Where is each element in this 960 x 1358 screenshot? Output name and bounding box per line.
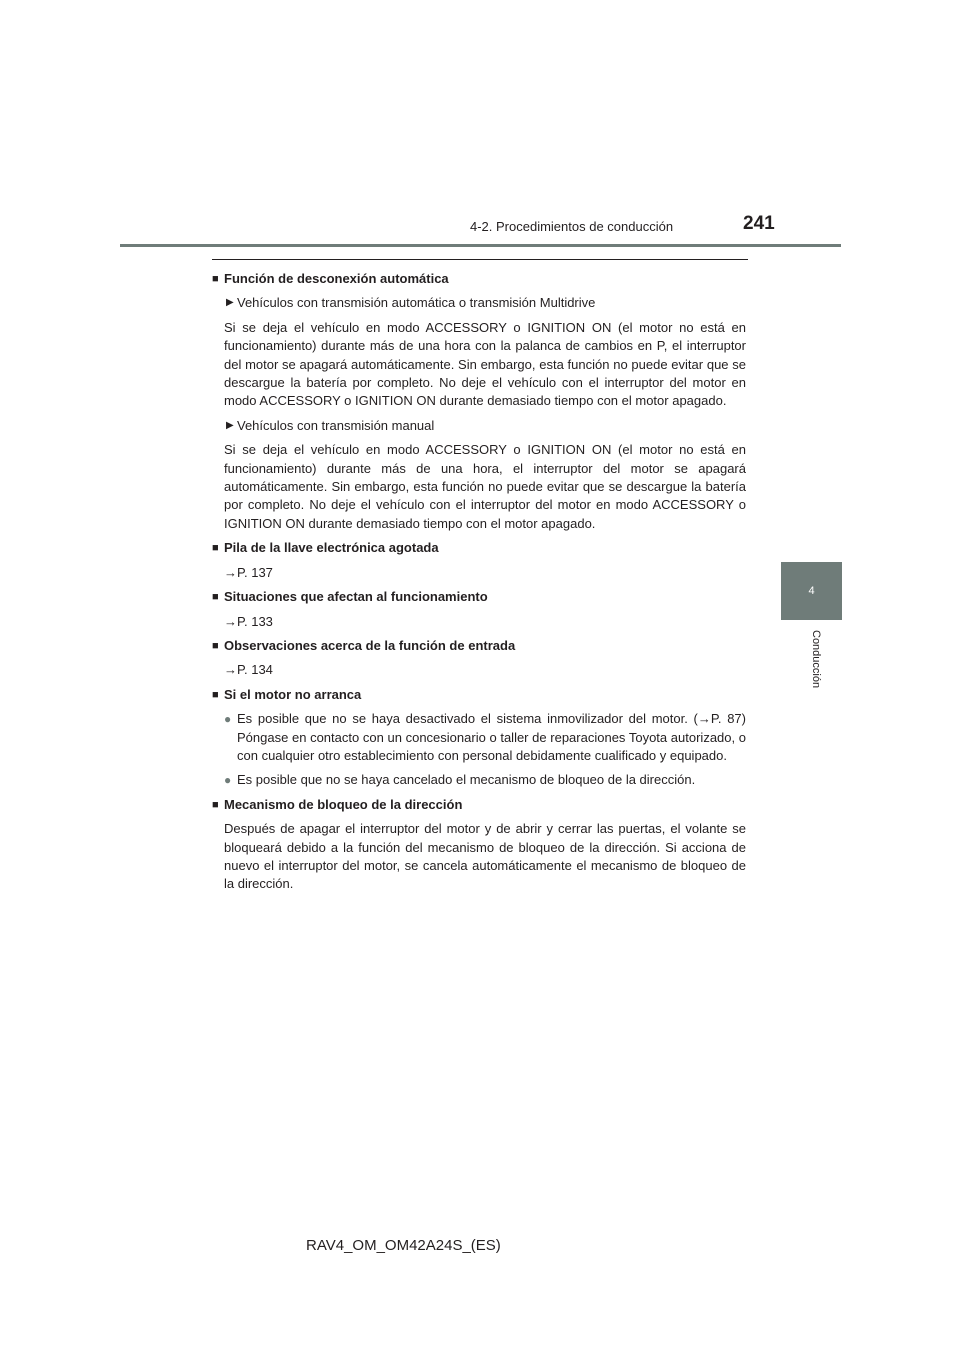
square-bullet-icon: ■	[212, 273, 219, 285]
square-bullet-icon: ■	[212, 542, 219, 555]
section-key-battery	[212, 539, 746, 582]
sub-heading	[212, 294, 746, 312]
section-steering-lock	[212, 796, 746, 894]
sub-heading	[212, 417, 746, 435]
section-entry-notes	[212, 637, 746, 680]
paragraph: Si se deja el vehículo en modo ACCESSORY o IGNITION ON (el motor no está en funcionamiento) durante más de una hora, el interruptor del motor se apagará automáticamente. Sin embargo, esta función no puede evitar que se descargue la batería por completo. No deje el vehículo con el interruptor del motor en modo ACCESSORY o IGNITION ON durante demasiado tiempo con el motor apagado.	[224, 442, 746, 531]
document-code: RAV4_OM_OM42A24S_(ES)	[306, 1237, 501, 1254]
section-title	[212, 637, 746, 655]
section-title	[212, 539, 746, 557]
section-title-text: Mecanismo de bloqueo de la dirección	[224, 796, 463, 812]
page-content	[212, 270, 746, 900]
page-reference-link[interactable]: →P. 133	[224, 613, 273, 629]
sub-heading-text: Vehículos con transmisión automática o transmisión Multidrive	[237, 295, 596, 311]
header-section-title: 4-2. Procedimientos de conducción	[470, 219, 674, 234]
square-bullet-icon: ■	[212, 639, 219, 652]
triangle-arrow-icon: ▶	[226, 297, 234, 309]
chapter-number: 4	[808, 585, 815, 597]
square-bullet-icon: ■	[212, 688, 219, 701]
section-title-text: Pila de la llave electrónica agotada	[224, 540, 439, 556]
content-divider	[212, 259, 748, 260]
list-item-text: Es posible que no se haya cancelado el mecanismo de bloqueo de la dirección.	[237, 772, 696, 788]
chapter-tab	[781, 562, 842, 620]
page-number: 241	[743, 213, 775, 234]
circle-bullet-icon: ●	[224, 773, 232, 788]
circle-bullet-icon: ●	[224, 712, 232, 727]
list-item-text: Es posible que no se haya desactivado el sistema inmovilizador del motor. (→P. 87) Póngase en contacto con un concesionario o taller de reparaciones Toyota autorizado, o con cualquier otro establecimiento con personal debidamente cualificado y equipado.	[237, 711, 746, 763]
section-conditions	[212, 588, 746, 631]
section-title	[212, 686, 746, 704]
header-divider	[120, 244, 841, 247]
list-item	[212, 710, 746, 765]
section-title	[212, 270, 746, 288]
section-title-text: Observaciones acerca de la función de entrada	[224, 637, 516, 653]
section-title-text: Situaciones que afectan al funcionamiento	[224, 589, 488, 605]
chapter-label: Conducción	[810, 630, 822, 689]
section-title	[212, 796, 746, 814]
section-auto-shutoff	[212, 270, 746, 533]
page-reference-link[interactable]: →P. 137	[224, 564, 273, 580]
square-bullet-icon: ■	[212, 798, 219, 811]
list-item	[212, 771, 746, 789]
page-reference-link[interactable]: →P. 134	[224, 662, 273, 678]
section-title-text: Si el motor no arranca	[224, 686, 362, 702]
section-engine-not-start	[212, 686, 746, 790]
section-title-text: Función de desconexión automática	[224, 271, 449, 286]
section-title	[212, 588, 746, 606]
square-bullet-icon: ■	[212, 591, 219, 604]
sub-heading-text: Vehículos con transmisión manual	[237, 417, 435, 433]
triangle-arrow-icon: ▶	[226, 419, 234, 431]
paragraph: Si se deja el vehículo en modo ACCESSORY o IGNITION ON (el motor no está en funcionamiento) durante más de una hora con la palanca de cambios en P, el interruptor del motor se apagará automáticamente. Sin embargo, esta función no puede evitar que se descargue la batería por completo. No deje el vehículo con el interruptor del motor en modo ACCESSORY o IGNITION ON durante demasiado tiempo con el motor apagado.	[224, 319, 746, 409]
paragraph: Después de apagar el interruptor del motor y de abrir y cerrar las puertas, el volante se bloqueará debido a la función del mecanismo de bloqueo de la dirección. Si acciona de nuevo el interruptor del motor, se cancela automáticamente el mecanismo de bloqueo de la dirección.	[224, 821, 746, 892]
